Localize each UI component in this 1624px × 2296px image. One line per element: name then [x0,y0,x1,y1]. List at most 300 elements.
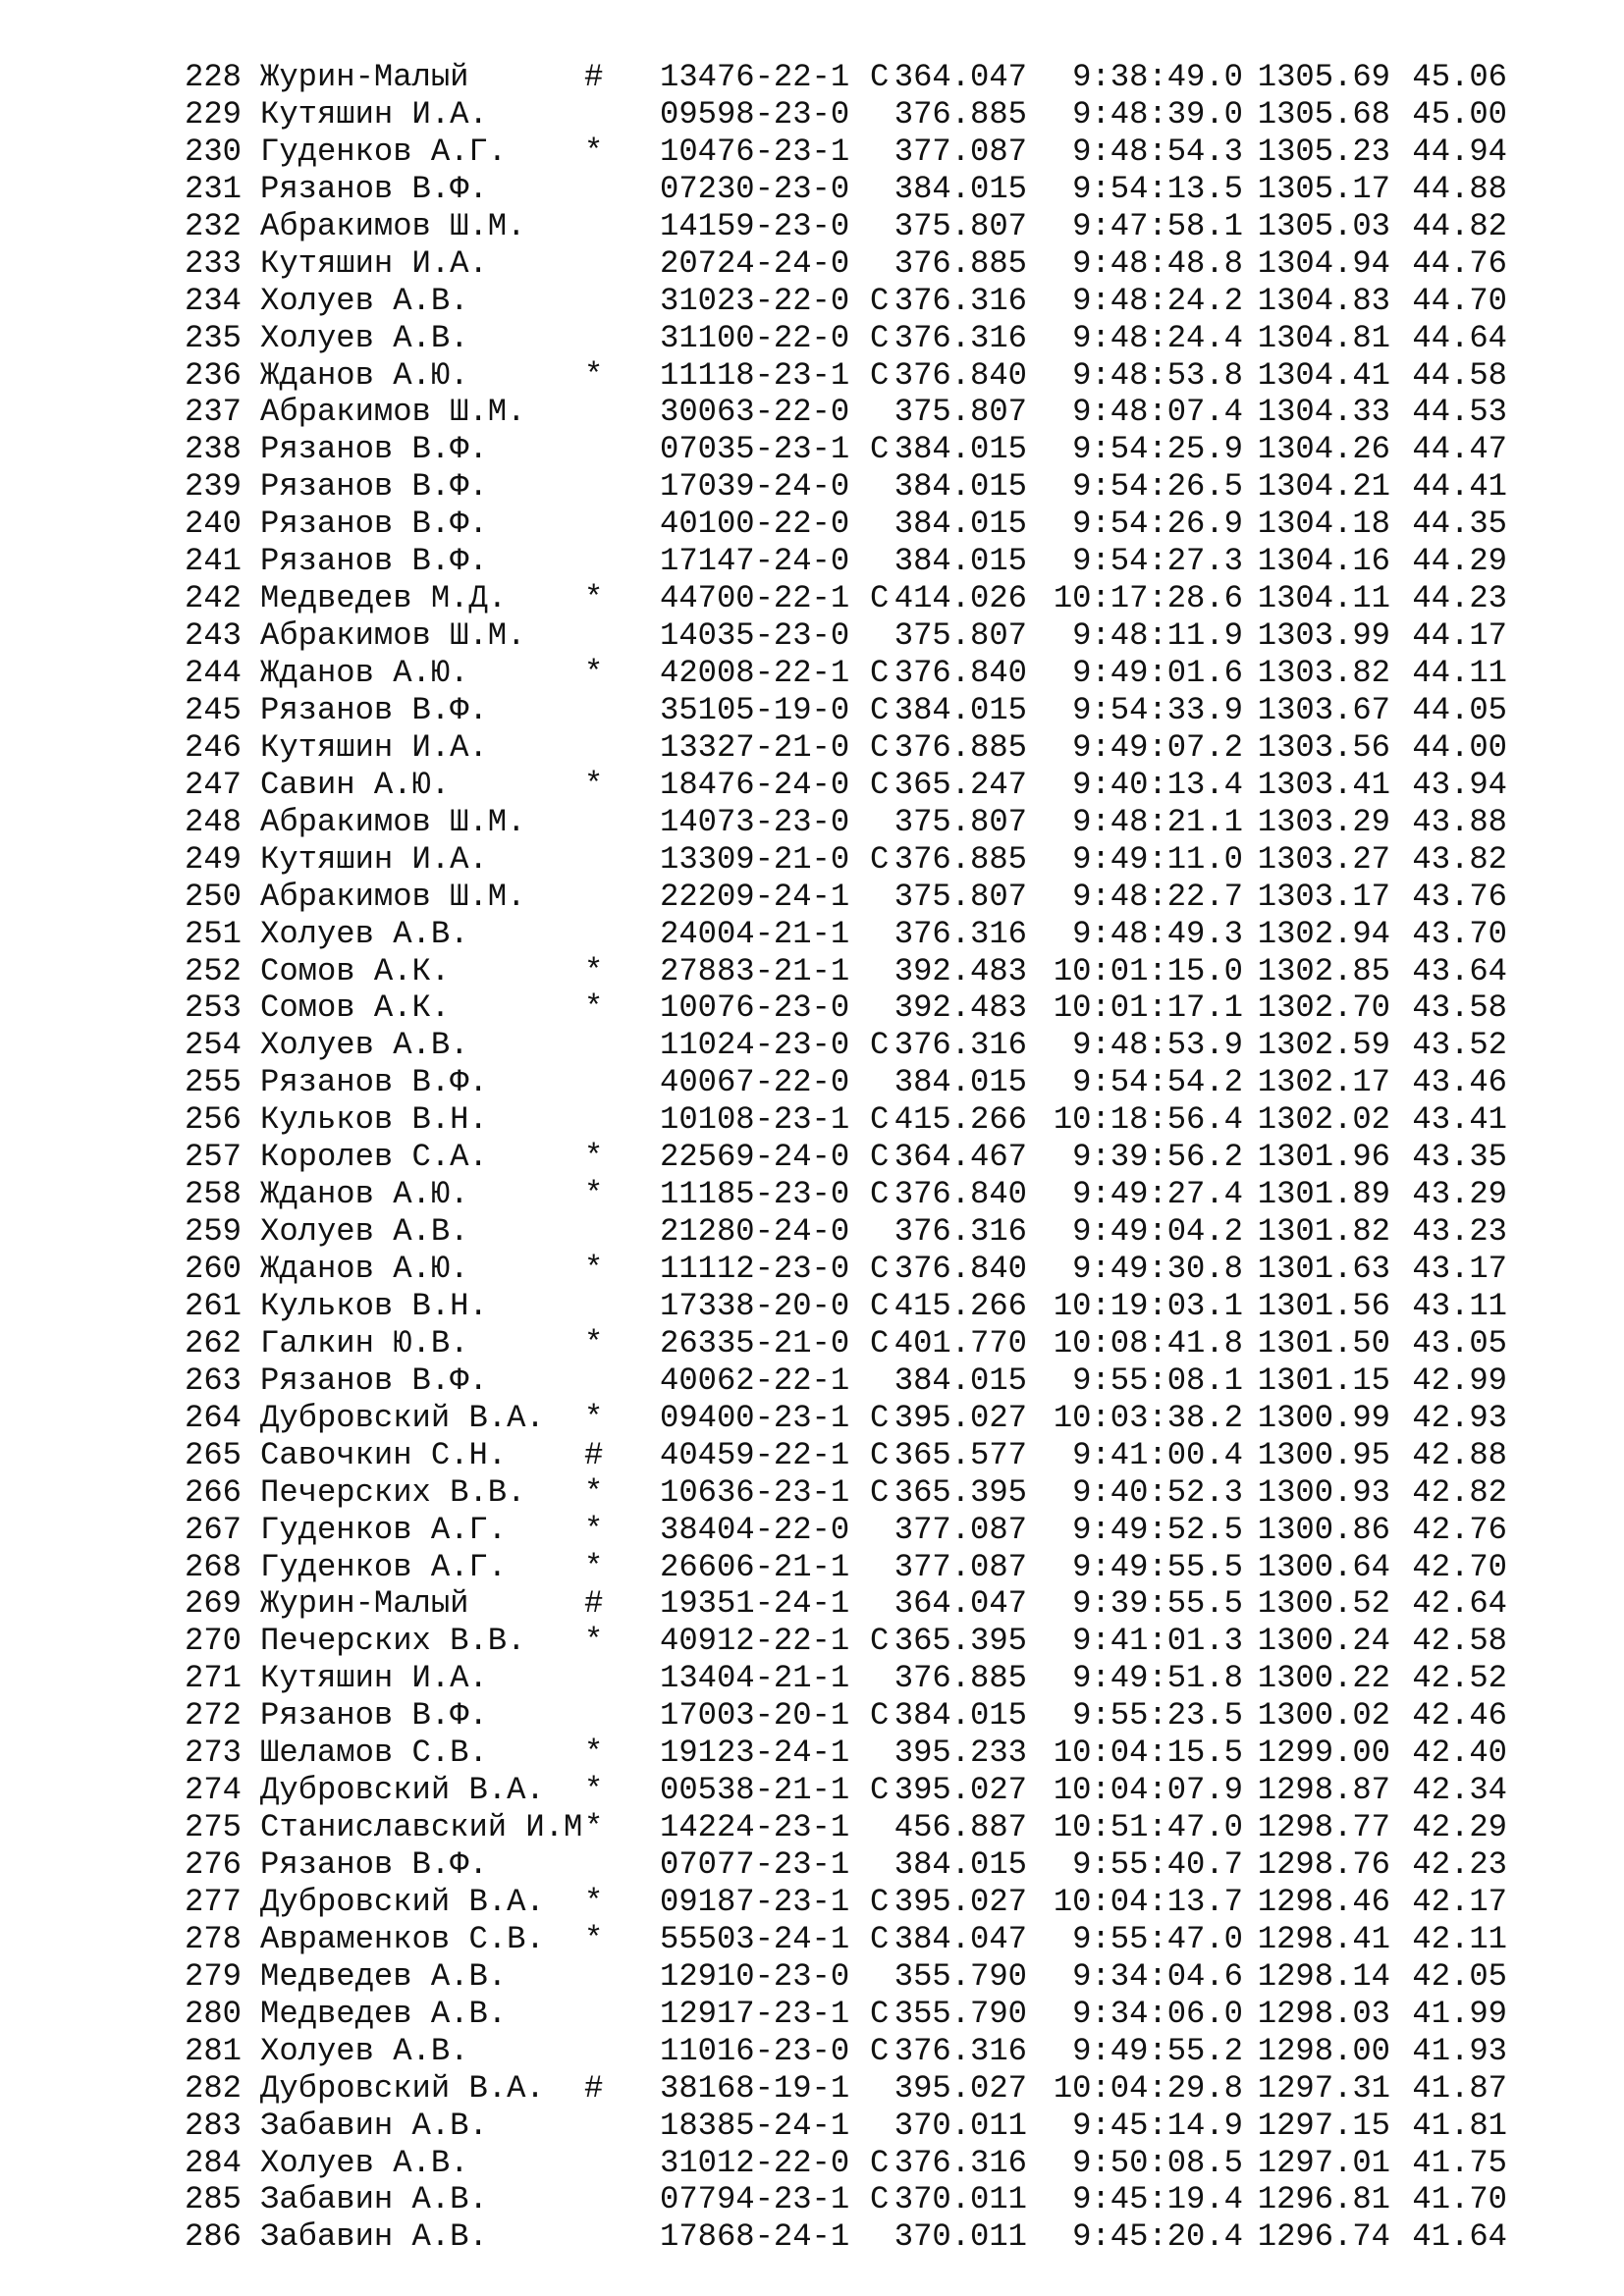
distance-value: 384.015 [893,691,1027,728]
arrival-time: 9:49:51.8 [1072,1660,1243,1697]
fancier-name: Холуев А.В. [260,2144,469,2181]
ring-number: 00538-21-1 [660,1772,850,1809]
speed-value: 1304.94 [1257,244,1390,282]
place-number: 244 [185,655,242,691]
ring-number: 13404-21-1 [660,1660,850,1697]
mark-symbol: * [584,952,604,989]
speed-value: 1302.59 [1257,1027,1390,1064]
flag-letter: С [870,1772,890,1809]
table-row [173,245,1507,283]
table-row [173,1697,1507,1735]
points-value: 44.35 [1412,506,1507,543]
place-number: 255 [185,1064,242,1101]
mark-symbol [584,879,621,916]
ring-number: 38404-22-0 [660,1511,850,1548]
ring-number: 21280-24-0 [660,1213,850,1251]
speed-value: 1304.83 [1257,282,1390,319]
mark-symbol: * [584,1735,604,1772]
arrival-time: 9:39:55.5 [1072,1585,1243,1623]
fancier-name: Королев С.А. [260,1139,488,1176]
place-number: 250 [185,878,242,915]
points-value: 44.00 [1412,728,1507,766]
table-row [173,1549,1507,1586]
points-value: 45.00 [1412,95,1507,133]
mark-symbol: * [584,1772,604,1809]
flag-letter [870,2108,890,2145]
table-row [173,1735,1507,1772]
arrival-time: 9:49:01.6 [1072,655,1243,691]
distance-value: 395.027 [893,1772,1027,1809]
fancier-name: Холуев А.В. [260,319,469,356]
table-row [173,1027,1507,1064]
points-value: 42.82 [1412,1473,1507,1511]
distance-value: 384.015 [893,1697,1027,1735]
fancier-name: Журин-Малый [260,1585,469,1623]
distance-value: 415.266 [893,1287,1027,1324]
arrival-time: 10:17:28.6 [1053,580,1243,617]
arrival-time: 10:04:15.5 [1053,1735,1243,1772]
points-value: 44.53 [1412,394,1507,431]
flag-letter: С [870,282,890,319]
distance-value: 395.027 [893,1883,1027,1920]
arrival-time: 9:54:27.3 [1072,543,1243,580]
distance-value: 392.483 [893,989,1027,1027]
ring-number: 18476-24-0 [660,766,850,803]
speed-value: 1302.02 [1257,1101,1390,1139]
ring-number: 19123-24-1 [660,1735,850,1772]
ring-number: 07077-23-1 [660,1846,850,1883]
points-value: 44.76 [1412,244,1507,282]
fancier-name: Журин-Малый [260,59,469,95]
distance-value: 376.840 [893,1251,1027,1287]
fancier-name: Кутяшин И.А. [260,840,488,878]
flag-letter: С [870,431,890,468]
ring-number: 11024-23-0 [660,1027,850,1064]
speed-value: 1300.86 [1257,1511,1390,1548]
mark-symbol [584,171,621,208]
points-value: 44.82 [1412,207,1507,244]
speed-value: 1301.56 [1257,1287,1390,1324]
fancier-name: Гуденков А.Г. [260,1511,508,1548]
arrival-time: 9:49:55.5 [1072,1548,1243,1585]
mark-symbol [584,2181,621,2218]
place-number: 273 [185,1735,242,1772]
place-number: 263 [185,1362,242,1399]
table-row [173,543,1507,580]
mark-symbol: # [584,59,604,95]
fancier-name: Абракимов Ш.М. [260,617,526,655]
flag-letter: С [870,1027,890,1064]
mark-symbol [584,1697,621,1735]
mark-symbol [584,1027,621,1064]
ring-number: 38168-19-1 [660,2069,850,2107]
ring-number: 40062-22-1 [660,1362,850,1399]
speed-value: 1298.41 [1257,1920,1390,1957]
flag-letter: С [870,1995,890,2032]
arrival-time: 9:48:21.1 [1072,803,1243,840]
points-value: 43.05 [1412,1324,1507,1362]
flag-letter [870,394,890,431]
distance-value: 376.885 [893,1660,1027,1697]
place-number: 269 [185,1585,242,1623]
distance-value: 370.011 [893,2218,1027,2256]
fancier-name: Забавин А.В. [260,2181,488,2218]
points-value: 42.93 [1412,1399,1507,1436]
arrival-time: 10:08:41.8 [1053,1324,1243,1362]
flag-letter [870,1958,890,1996]
place-number: 238 [185,431,242,468]
flag-letter [870,543,890,580]
mark-symbol: * [584,989,604,1027]
speed-value: 1300.02 [1257,1697,1390,1735]
distance-value: 364.047 [893,1585,1027,1623]
ring-number: 22209-24-1 [660,878,850,915]
speed-value: 1300.24 [1257,1623,1390,1660]
points-value: 42.40 [1412,1735,1507,1772]
place-number: 242 [185,580,242,617]
flag-letter [870,171,890,208]
points-value: 42.70 [1412,1548,1507,1585]
mark-symbol [584,1660,621,1697]
table-row [173,841,1507,879]
place-number: 236 [185,356,242,394]
fancier-name: Рязанов В.Ф. [260,431,488,468]
place-number: 261 [185,1287,242,1324]
place-number: 279 [185,1957,242,1995]
place-number: 265 [185,1436,242,1473]
mark-symbol [584,431,621,468]
fancier-name: Рязанов В.Ф. [260,1846,488,1883]
ring-number: 18385-24-1 [660,2107,850,2144]
mark-symbol [584,2108,621,2145]
ring-number: 55503-24-1 [660,1920,850,1957]
distance-value: 365.247 [893,766,1027,803]
flag-letter [870,1660,890,1697]
speed-value: 1305.03 [1257,207,1390,244]
ring-number: 10636-23-1 [660,1473,850,1511]
speed-value: 1305.68 [1257,95,1390,133]
flag-letter [870,1213,890,1251]
arrival-time: 10:01:17.1 [1053,989,1243,1027]
mark-symbol: * [584,1473,604,1511]
table-row [173,1362,1507,1400]
distance-value: 395.233 [893,1735,1027,1772]
place-number: 230 [185,133,242,170]
place-number: 231 [185,170,242,207]
points-value: 41.87 [1412,2069,1507,2107]
table-row [173,1772,1507,1809]
speed-value: 1304.26 [1257,431,1390,468]
speed-value: 1298.87 [1257,1772,1390,1809]
fancier-name: Дубровский В.А. [260,1883,545,1920]
distance-value: 415.266 [893,1101,1027,1139]
distance-value: 376.885 [893,95,1027,133]
ring-number: 30063-22-0 [660,394,850,431]
arrival-time: 9:54:13.5 [1072,170,1243,207]
points-value: 41.70 [1412,2181,1507,2218]
place-number: 272 [185,1697,242,1735]
fancier-name: Рязанов В.Ф. [260,1697,488,1735]
mark-symbol [584,468,621,506]
place-number: 278 [185,1920,242,1957]
ring-number: 22569-24-0 [660,1139,850,1176]
flag-letter: С [870,59,890,95]
fancier-name: Шеламов С.В. [260,1735,488,1772]
points-value: 42.64 [1412,1585,1507,1623]
distance-value: 384.015 [893,1362,1027,1399]
arrival-time: 9:55:40.7 [1072,1846,1243,1883]
points-value: 44.05 [1412,691,1507,728]
speed-value: 1303.27 [1257,840,1390,878]
flag-letter: С [870,1101,890,1139]
ring-number: 07794-23-1 [660,2181,850,2218]
arrival-time: 9:54:26.9 [1072,506,1243,543]
distance-value: 375.807 [893,878,1027,915]
table-row [173,916,1507,953]
mark-symbol [584,283,621,320]
distance-value: 376.316 [893,282,1027,319]
points-value: 45.06 [1412,59,1507,95]
place-number: 258 [185,1176,242,1213]
arrival-time: 9:48:53.8 [1072,356,1243,394]
flag-letter [870,133,890,171]
flag-letter [870,989,890,1027]
flag-letter: С [870,1436,890,1473]
flag-letter [870,1549,890,1586]
table-row [173,804,1507,841]
points-value: 43.82 [1412,840,1507,878]
speed-value: 1303.56 [1257,728,1390,766]
mark-symbol: * [584,1324,604,1362]
flag-letter: С [870,840,890,878]
speed-value: 1298.14 [1257,1957,1390,1995]
points-value: 43.94 [1412,766,1507,803]
place-number: 277 [185,1883,242,1920]
distance-value: 376.316 [893,319,1027,356]
fancier-name: Печерских В.В. [260,1623,526,1660]
points-value: 43.88 [1412,803,1507,840]
table-row [173,2218,1507,2256]
ring-number: 09187-23-1 [660,1883,850,1920]
flag-letter [870,953,890,990]
table-row [173,1921,1507,1958]
distance-value: 384.015 [893,1846,1027,1883]
flag-letter: С [870,356,890,394]
table-row [173,208,1507,245]
speed-value: 1303.82 [1257,655,1390,691]
distance-value: 376.840 [893,655,1027,691]
speed-value: 1303.41 [1257,766,1390,803]
place-number: 274 [185,1772,242,1809]
ring-number: 17039-24-0 [660,468,850,506]
points-value: 43.58 [1412,989,1507,1027]
place-number: 234 [185,282,242,319]
distance-value: 376.840 [893,356,1027,394]
speed-value: 1303.17 [1257,878,1390,915]
arrival-time: 9:48:48.8 [1072,244,1243,282]
place-number: 276 [185,1846,242,1883]
mark-symbol [584,394,621,431]
distance-value: 376.840 [893,1176,1027,1213]
speed-value: 1302.85 [1257,952,1390,989]
table-row [173,767,1507,804]
fancier-name: Дубровский В.А. [260,1772,545,1809]
fancier-name: Дубровский В.А. [260,1399,545,1436]
flag-letter: С [870,2144,890,2181]
speed-value: 1302.70 [1257,989,1390,1027]
fancier-name: Холуев А.В. [260,1213,469,1251]
arrival-time: 9:48:54.3 [1072,133,1243,170]
flag-letter [870,2218,890,2256]
distance-value: 375.807 [893,394,1027,431]
mark-symbol [584,617,621,655]
mark-symbol [584,506,621,543]
ring-number: 11016-23-0 [660,2032,850,2069]
fancier-name: Рязанов В.Ф. [260,1362,488,1399]
table-row [173,357,1507,395]
arrival-time: 9:49:04.2 [1072,1213,1243,1251]
fancier-name: Жданов А.Ю. [260,356,469,394]
points-value: 43.11 [1412,1287,1507,1324]
table-row [173,1512,1507,1549]
mark-symbol [584,543,621,580]
points-value: 43.64 [1412,952,1507,989]
arrival-time: 9:45:14.9 [1072,2107,1243,2144]
results-list [173,59,1507,2256]
ring-number: 10076-23-0 [660,989,850,1027]
ring-number: 07230-23-0 [660,170,850,207]
arrival-time: 9:45:20.4 [1072,2218,1243,2256]
arrival-time: 9:49:11.0 [1072,840,1243,878]
ring-number: 40459-22-1 [660,1436,850,1473]
table-row [173,2070,1507,2108]
flag-letter [870,804,890,841]
table-row [173,1139,1507,1176]
ring-number: 12910-23-0 [660,1957,850,1995]
fancier-name: Сомов А.К. [260,989,451,1027]
points-value: 43.35 [1412,1139,1507,1176]
speed-value: 1297.01 [1257,2144,1390,2181]
table-row [173,2108,1507,2145]
place-number: 228 [185,59,242,95]
speed-value: 1301.96 [1257,1139,1390,1176]
table-row [173,1213,1507,1251]
points-value: 44.11 [1412,655,1507,691]
ring-number: 35105-19-0 [660,691,850,728]
points-value: 42.11 [1412,1920,1507,1957]
mark-symbol [584,916,621,953]
mark-symbol [584,1958,621,1996]
flag-letter: С [870,580,890,617]
table-row [173,171,1507,208]
mark-symbol: * [584,1883,604,1920]
distance-value: 375.807 [893,803,1027,840]
distance-value: 456.887 [893,1809,1027,1846]
ring-number: 09400-23-1 [660,1399,850,1436]
flag-letter: С [870,2181,890,2218]
distance-value: 384.015 [893,468,1027,506]
mark-symbol: * [584,655,604,691]
mark-symbol: * [584,1920,604,1957]
mark-symbol: * [584,1251,604,1287]
points-value: 43.17 [1412,1251,1507,1287]
table-row [173,1846,1507,1884]
table-row [173,2145,1507,2182]
arrival-time: 9:49:52.5 [1072,1511,1243,1548]
mark-symbol: # [584,2069,604,2107]
ring-number: 13476-22-1 [660,59,850,95]
points-value: 42.46 [1412,1697,1507,1735]
place-number: 237 [185,394,242,431]
place-number: 229 [185,95,242,133]
flag-letter: С [870,691,890,728]
place-number: 267 [185,1511,242,1548]
place-number: 254 [185,1027,242,1064]
ring-number: 14035-23-0 [660,617,850,655]
distance-value: 384.047 [893,1920,1027,1957]
distance-value: 414.026 [893,580,1027,617]
distance-value: 376.316 [893,2032,1027,2069]
arrival-time: 9:54:54.2 [1072,1064,1243,1101]
ring-number: 40067-22-0 [660,1064,850,1101]
points-value: 41.81 [1412,2107,1507,2144]
mark-symbol [584,2145,621,2182]
fancier-name: Авраменков С.В. [260,1920,545,1957]
mark-symbol: * [584,580,604,617]
place-number: 232 [185,207,242,244]
ring-number: 19351-24-1 [660,1585,850,1623]
table-row [173,431,1507,468]
arrival-time: 10:51:47.0 [1053,1809,1243,1846]
fancier-name: Рязанов В.Ф. [260,506,488,543]
fancier-name: Забавин А.В. [260,2218,488,2256]
arrival-time: 10:01:15.0 [1053,952,1243,989]
distance-value: 384.015 [893,431,1027,468]
speed-value: 1298.77 [1257,1809,1390,1846]
mark-symbol [584,804,621,841]
flag-letter [870,245,890,283]
place-number: 248 [185,803,242,840]
arrival-time: 9:50:08.5 [1072,2144,1243,2181]
flag-letter: С [870,1697,890,1735]
speed-value: 1297.15 [1257,2107,1390,2144]
ring-number: 11112-23-0 [660,1251,850,1287]
fancier-name: Холуев А.В. [260,1027,469,1064]
ring-number: 31012-22-0 [660,2144,850,2181]
points-value: 43.52 [1412,1027,1507,1064]
place-number: 251 [185,915,242,952]
table-row [173,879,1507,916]
place-number: 252 [185,952,242,989]
place-number: 247 [185,766,242,803]
speed-value: 1302.17 [1257,1064,1390,1101]
speed-value: 1300.64 [1257,1548,1390,1585]
mark-symbol: * [584,1511,604,1548]
flag-letter [870,208,890,245]
arrival-time: 10:03:38.2 [1053,1399,1243,1436]
table-row [173,468,1507,506]
table-row [173,692,1507,729]
distance-value: 355.790 [893,1957,1027,1995]
ring-number: 40912-22-1 [660,1623,850,1660]
mark-symbol [584,2218,621,2256]
arrival-time: 10:19:03.1 [1053,1287,1243,1324]
points-value: 44.23 [1412,580,1507,617]
mark-symbol: * [584,133,604,170]
mark-symbol [584,1101,621,1139]
table-row [173,1400,1507,1437]
points-value: 44.47 [1412,431,1507,468]
